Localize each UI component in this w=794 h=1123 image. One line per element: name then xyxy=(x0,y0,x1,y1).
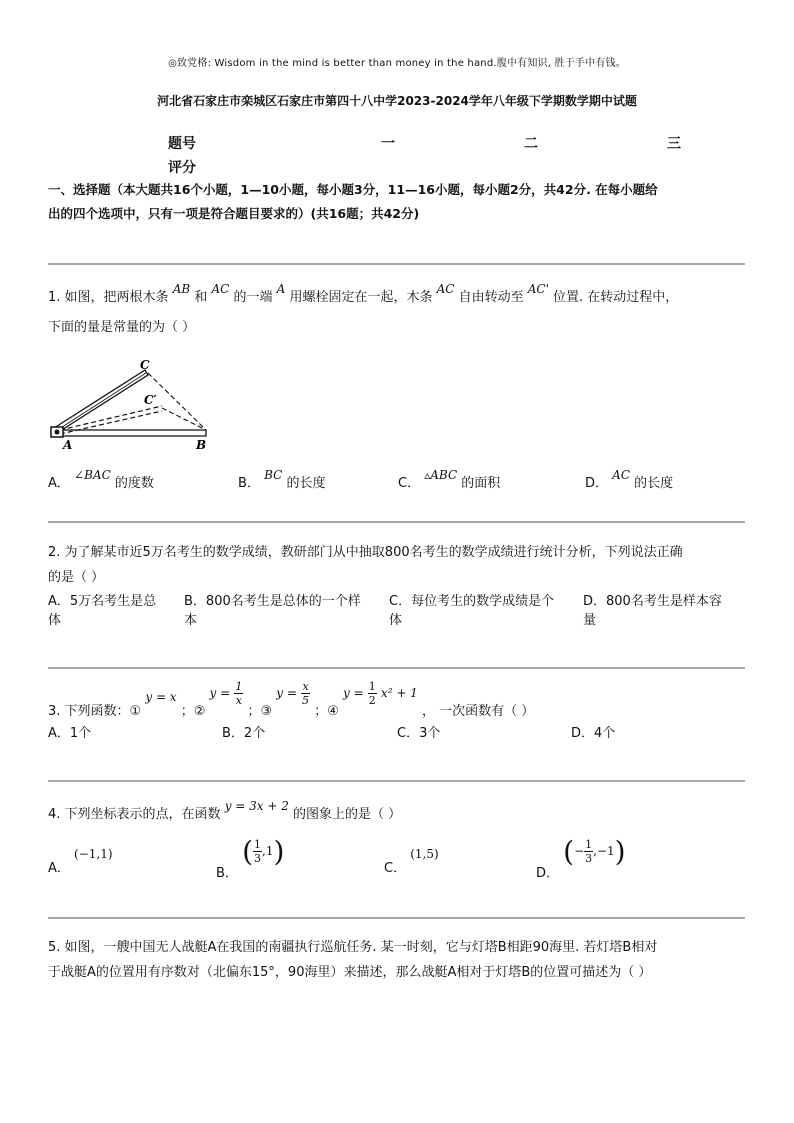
q4-function: y = 3x + 2 xyxy=(224,799,289,813)
q1-a: A xyxy=(276,282,286,296)
divider xyxy=(48,667,745,669)
q1-option-a-text: 的度数 xyxy=(114,476,154,491)
stick-ab xyxy=(56,430,206,436)
q2-option-d-line2: 量 xyxy=(583,613,597,628)
q4-option-d[interactable] xyxy=(536,835,626,881)
q3-f3-num: x xyxy=(302,680,309,693)
divider xyxy=(48,780,745,782)
q1-option-d-text: 的长度 xyxy=(634,476,674,491)
q4-option-b-lparen: ( xyxy=(242,835,253,868)
label-cp: C′ xyxy=(144,393,157,407)
q4-option-b-letter: B． xyxy=(216,866,238,881)
q3-sep-4: ；④ xyxy=(314,704,339,719)
question-3 xyxy=(48,680,535,719)
q1-option-c-letter: C． xyxy=(398,476,421,491)
label-a: A xyxy=(63,438,73,452)
question-1 xyxy=(48,282,748,343)
q3-f2-num: 1 xyxy=(235,680,243,693)
q4-option-a-letter: A． xyxy=(48,861,70,876)
page-title: 河北省石家庄市栾城区石家庄市第四十八中学2023-2024学年八年级下学期数学期中试题 xyxy=(157,94,637,108)
q1-option-b-text: 的长度 xyxy=(286,476,326,491)
score-row-label: 评分 xyxy=(168,160,196,176)
q3-f4-num: 1 xyxy=(368,680,376,693)
q1-option-d-math: AC xyxy=(612,468,631,482)
q1-text-f: 位置. 在转动过程中， xyxy=(553,290,679,305)
bolt-center xyxy=(55,430,60,435)
q4-option-b-fraction xyxy=(253,838,262,865)
q3-function-1: y = x xyxy=(145,690,177,704)
q3-option-c[interactable]: C．3个 xyxy=(397,726,441,741)
q4-option-d-fraction xyxy=(584,838,593,865)
divider xyxy=(48,521,745,523)
segment-bcp xyxy=(162,408,206,430)
q1-option-b[interactable] xyxy=(238,468,326,493)
q2-option-d-line1: D．800名考生是样本容 xyxy=(583,594,722,609)
q1-text-c: 的一端 xyxy=(233,290,273,305)
q3-function-3-fraction xyxy=(301,680,310,707)
q1-option-a-letter: A． xyxy=(48,476,70,491)
q3-option-d[interactable]: D．4个 xyxy=(571,726,616,741)
q4-option-b-tail: ,1 xyxy=(262,844,274,858)
q1-text-a: 1. 如图，把两根木条 xyxy=(48,290,169,305)
q3-f3-den: 5 xyxy=(302,694,310,707)
q1-option-c-math: ▵ABC xyxy=(424,468,458,482)
q4-option-d-tail: ,−1 xyxy=(593,844,615,858)
motto: ◎致党格: Wisdom in the mind is better than money in the hand.腹中有知识, 胜于手中有钱。 xyxy=(168,58,626,69)
section-heading-line1: 一、选择题（本大题共16个小题，1—10小题，每小题3分，11—16小题，每小题2分，共42分. 在每小题给 xyxy=(48,182,658,197)
q2-option-c-line2: 体 xyxy=(389,613,403,628)
q4-option-c[interactable] xyxy=(384,845,439,876)
q3-option-b[interactable]: B．2个 xyxy=(222,726,266,741)
question-5-line2: 于战艇A的位置用有序数对（北偏东15°，90海里）来描述，那么战艇A相对于灯塔B的位置可描述为（ ） xyxy=(48,965,652,980)
q4-option-a[interactable] xyxy=(48,845,113,876)
q4-option-d-rparen: ) xyxy=(614,835,626,868)
q1-option-a-math: ∠BAC xyxy=(74,468,111,482)
question-5 xyxy=(48,935,748,985)
q1-text-b: 和 xyxy=(194,290,208,305)
q3-prefix: 3. 下列函数：① xyxy=(48,704,142,719)
question-1-line2: 下面的量是常量的为（ ） xyxy=(48,320,196,335)
section-heading xyxy=(48,178,748,226)
q2-option-d[interactable] xyxy=(583,592,722,630)
question-2-line1: 2. 为了解某市近5万名考生的数学成绩，教研部门从中抽取800名考生的数学成绩进行统计分析，下列说法正确 xyxy=(48,545,683,560)
q4-option-d-lparen: ( xyxy=(563,835,575,868)
q3-function-4-lhs: y = xyxy=(342,686,364,700)
question-5-line1: 5. 如图，一艘中国无人战艇A在我国的南疆执行巡航任务. 某一时刻，它与灯塔B相距90海里. 若灯塔B相对 xyxy=(48,940,658,955)
q1-acp: AC' xyxy=(527,282,549,296)
q4-option-d-sign: − xyxy=(574,844,585,858)
score-col-2: 二 xyxy=(524,136,538,152)
q2-option-b-line1: B．800名考生是总体的一个样 xyxy=(184,594,361,609)
section-heading-line2: 出的四个选项中，只有一项是符合题目要求的）(共16题；共42分) xyxy=(48,206,420,221)
q4-suffix: 的图象上的是（ ） xyxy=(293,807,402,822)
q4-option-b[interactable] xyxy=(216,835,285,881)
q3-function-3-lhs: y = xyxy=(276,686,297,700)
q3-suffix: ， 一次函数有（ ） xyxy=(421,704,535,719)
q2-option-c-line1: C．每位考生的数学成绩是个 xyxy=(389,594,555,609)
divider xyxy=(48,917,745,919)
q4-b-num: 1 xyxy=(254,838,261,851)
q3-option-a[interactable]: A．1个 xyxy=(48,726,92,741)
rotating-sticks-figure xyxy=(46,358,216,454)
question-2 xyxy=(48,540,748,590)
q2-option-a-line1: A．5万名考生是总 xyxy=(48,594,157,609)
q4-d-den: 3 xyxy=(585,852,593,865)
q4-option-a-value: (−1,1) xyxy=(74,847,113,861)
question-2-line2: 的是（ ） xyxy=(48,570,105,585)
q1-option-a[interactable] xyxy=(48,468,154,493)
q1-ac: AC xyxy=(211,282,230,296)
q2-option-a[interactable] xyxy=(48,592,156,630)
q2-option-b[interactable] xyxy=(184,592,361,630)
q1-option-c-text: 的面积 xyxy=(461,476,501,491)
q1-text-e: 自由转动至 xyxy=(458,290,524,305)
q1-option-d-letter: D． xyxy=(585,476,609,491)
q3-f2-den: x xyxy=(235,694,242,707)
q1-option-b-letter: B． xyxy=(238,476,260,491)
q2-option-b-line2: 本 xyxy=(184,613,198,628)
q1-option-c[interactable] xyxy=(398,468,501,493)
score-col-1: 一 xyxy=(381,136,395,152)
q4-b-den: 3 xyxy=(254,852,261,865)
q4-option-c-letter: C． xyxy=(384,861,407,876)
q2-option-a-line2: 体 xyxy=(48,613,62,628)
q3-sep-2: ；② xyxy=(180,704,206,719)
q3-function-2-lhs: y = xyxy=(209,686,231,700)
q3-function-4-tail: x² + 1 xyxy=(380,686,418,700)
divider xyxy=(48,263,745,265)
score-row-header: 题号 xyxy=(168,136,196,152)
q3-sep-3: ；③ xyxy=(247,704,273,719)
q2-option-c[interactable] xyxy=(389,592,554,630)
q3-f4-den: 2 xyxy=(368,694,376,707)
label-b: B xyxy=(196,438,207,452)
stick-ac-inner xyxy=(56,373,146,431)
score-col-3: 三 xyxy=(667,136,681,152)
q4-option-b-rparen: ) xyxy=(273,835,285,868)
q1-ac2: AC xyxy=(436,282,455,296)
q4-option-d-letter: D． xyxy=(536,866,560,881)
q3-function-4-fraction xyxy=(368,680,377,707)
q4-d-num: 1 xyxy=(585,838,593,851)
q1-ab: AB xyxy=(172,282,191,296)
q4-prefix: 4. 下列坐标表示的点，在函数 xyxy=(48,807,221,822)
q1-text-d: 用螺栓固定在一起，木条 xyxy=(289,290,433,305)
q1-option-b-math: BC xyxy=(264,468,283,482)
q3-function-2-fraction xyxy=(234,680,243,707)
question-1-line1 xyxy=(48,282,748,313)
label-c: C xyxy=(140,358,150,372)
question-4 xyxy=(48,799,402,822)
q4-option-c-value: (1,5) xyxy=(410,847,439,861)
q1-option-d[interactable] xyxy=(585,468,674,493)
